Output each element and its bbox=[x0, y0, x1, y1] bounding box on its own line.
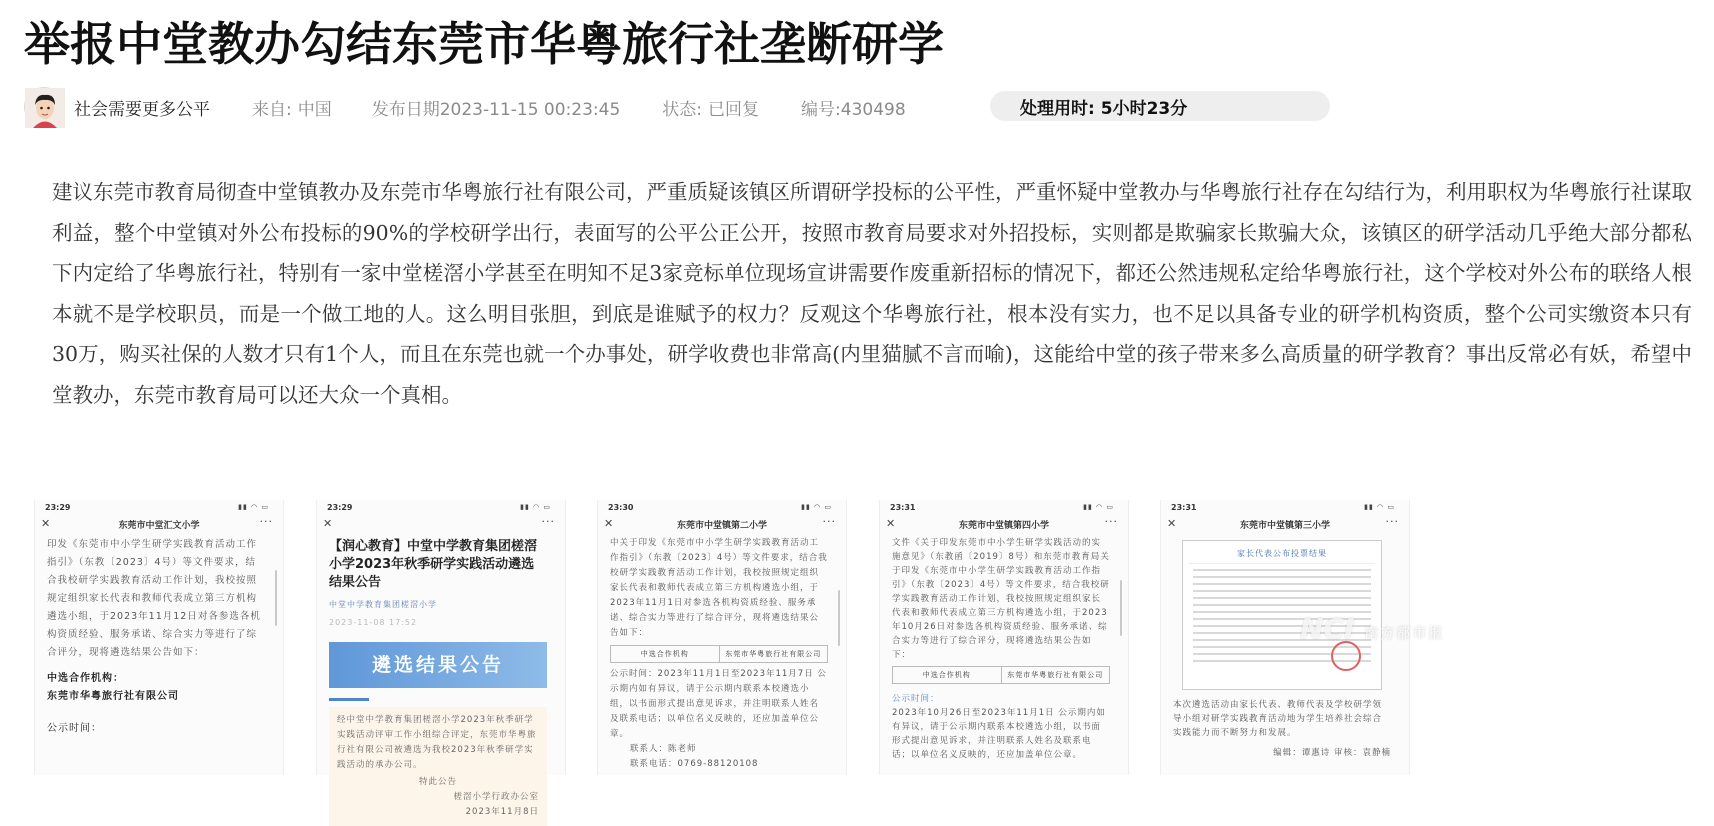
screenshot-title: 东莞市中堂镇第二小学 bbox=[676, 521, 767, 531]
table-cell: 中选合作机构 bbox=[611, 646, 720, 662]
meta-id bbox=[801, 95, 906, 120]
meta-status bbox=[662, 95, 759, 120]
more-icon: ··· bbox=[541, 515, 555, 528]
time-label: 处理用时: bbox=[1020, 98, 1095, 119]
status-bar-time: 23:29 bbox=[327, 503, 353, 512]
newspaper-watermark bbox=[1300, 612, 1444, 645]
screenshot-3[interactable] bbox=[597, 500, 847, 775]
more-icon: ··· bbox=[259, 515, 273, 528]
page-title: 举报中堂教办勾结东莞市华粤旅行社垄断研学 bbox=[24, 17, 944, 71]
notice-text: 文件《关于印发东莞市中小学生研学实践活动的实施意见》（东教函〔2019〕8号）和东莞市教育局关于印发《东莞市中小学生研学实践教育活动工作指引》（东教〔2023〕4号）等文件要求，结合我校研学实践教育活动工作计划，我校按照规定组织家长代表和教师代表成立第三方机构遴选小组，于2023年10月26日对参选各机构资质经验、服务承诺、综合实力等进行了综合评分，现将遴选结果公告如下： bbox=[892, 538, 1110, 660]
publicity-text: 公示时间：2023年11月1日至2023年11月7日 公示期内如有异议，请于公示期内联系本校遴选小组，以书面形式提出意见诉求，并注明联系人姓名及联系电话；以单位名义反映的，还应加盖单位公章。 bbox=[610, 669, 827, 739]
status-bar-time: 23:30 bbox=[608, 503, 634, 512]
article-title: 【润心教育】中堂中学教育集团槎滘小学2023年秋季研学实践活动遴选结果公告 bbox=[329, 539, 538, 590]
screenshot-4[interactable] bbox=[879, 500, 1129, 775]
status-bar-icons: ▮▮ ◠ ▭ bbox=[801, 503, 832, 511]
result-table bbox=[610, 645, 828, 663]
notice-text: 印发《东莞市中小学生研学实践教育活动工作指引》（东教〔2023〕4号）等文件要求，结合我校研学实践教育活动工作计划，我校按照规定组织家长代表和教师代表成立第三方机构遴选小组，于2023年11月12日对各参选各机构资质经验、服务承诺、综合实力等进行了综合评分，现将遴选结果公告如下： bbox=[47, 539, 261, 658]
publicity-time-label: 公示时间： bbox=[47, 723, 102, 734]
status-bar-icons: ▮▮ ◠ ▭ bbox=[520, 503, 551, 511]
screenshot-1[interactable] bbox=[34, 500, 284, 775]
author-name[interactable]: 社会需要更多公平 bbox=[74, 99, 210, 120]
screenshot-title: 东莞市中堂汇文小学 bbox=[118, 521, 200, 531]
contact-person: 联系人：陈老师 bbox=[630, 744, 697, 754]
date-label: 发布日期 bbox=[371, 99, 440, 120]
time-value: 5小时23分 bbox=[1100, 98, 1188, 119]
close-icon: ✕ bbox=[1167, 517, 1177, 530]
article-date: 2023-11-08 17:52 bbox=[329, 618, 418, 627]
notice-text: 经中堂中学教育集团槎滘小学2023年秋季研学实践活动评审工作小组综合评定，东莞市华粤旅行社有限公司被遴选为我校2023年秋季研学实践活动的承办公司。 bbox=[337, 715, 537, 770]
publicity-time-label: 公示时间： bbox=[892, 694, 940, 704]
notice-date: 2023年11月8日 bbox=[465, 807, 539, 817]
watermark-text: 南方都市报 bbox=[1364, 626, 1445, 642]
publicity-text: 2023年10月26日至2023年11月1日 公示期内如有异议，请于公示期内联系本校遴选小组，以书面形式提出意见诉求，并注明联系人姓名及联系电话；以单位名义反映的，还应加盖单位公章。 bbox=[892, 708, 1106, 760]
from-value: 中国 bbox=[297, 99, 332, 120]
status-value: 已回复 bbox=[708, 99, 760, 120]
screenshot-content bbox=[1173, 540, 1391, 760]
notice-org: 槎滘小学行政办公室 bbox=[453, 792, 539, 802]
notice-text: 本次遴选活动由家长代表、教师代表及学校研学领导小组对研学实践教育活动地为学生培养社会综合实践能力而不断努力和发展。 bbox=[1173, 700, 1383, 738]
avatar[interactable] bbox=[24, 87, 64, 127]
screenshot-content bbox=[329, 538, 547, 826]
more-icon: ··· bbox=[1104, 515, 1118, 528]
screenshot-title: 东莞市中堂镇第三小学 bbox=[1239, 521, 1330, 531]
editor-credit: 编辑：谭惠诗 审核：袁静楠 bbox=[1273, 748, 1391, 758]
result-table bbox=[892, 666, 1110, 684]
scrollbar bbox=[838, 590, 840, 646]
scrollbar bbox=[1120, 580, 1122, 636]
screenshot-content bbox=[892, 536, 1110, 762]
notice-sign: 特此公告 bbox=[418, 777, 457, 787]
meta-from bbox=[252, 95, 332, 120]
status-bar-icons: ▮▮ ◠ ▭ bbox=[1364, 503, 1395, 511]
document-header: 家长代表公布投票结果 bbox=[1189, 547, 1375, 564]
banner-rule bbox=[329, 698, 369, 701]
article-author: 中堂中学教育集团槎滘小学 bbox=[329, 600, 437, 609]
red-seal-icon bbox=[1331, 641, 1361, 671]
id-value: 430498 bbox=[840, 99, 906, 120]
status-label: 状态: bbox=[662, 99, 703, 120]
meta-date bbox=[372, 95, 621, 120]
screenshot-title: 东莞市中堂镇第四小学 bbox=[958, 521, 1049, 531]
post-body-text: 建议东莞市教育局彻查中堂镇教办及东莞市华粤旅行社有限公司，严重质疑该镇区所谓研学投标的公平性，严重怀疑中堂教办与华粤旅行社存在勾结行为，利用职权为华粤旅行社谋取利益，整个中堂镇对外公布投标的90%的学校研学出行，表面写的公平公正公开，按照市教育局要求对外招投标，实则都是欺骗家长欺骗大众，该镇区的研学活动几乎绝大部分都私下内定给了华粤旅行社，特别有一家中堂槎滘小学甚至在明知不足3家竞标单位现场宣讲需要作废重新招标的情况下，都还公然违规私定给华粤旅行社，这个学校对外公布的联络人根本就不是学校职员，而是一个做工地的人。这么明目张胆，到底是谁赋予的权力？反观这个华粤旅行社，根本没有实力，也不足以具备专业的研学机构资质，整个公司实缴资本只有30万，购买社保的人数才只有1个人，而且在东莞也就一个办事处，研学收费也非常高(内里猫腻不言而喻)，这能给中堂的孩子带来多么高质量的研学教育？事出反常必有妖，希望中堂教办，东莞市教育局可以还大众一个真相。 bbox=[52, 180, 1692, 407]
cartoon-avatar-icon bbox=[25, 88, 65, 128]
screenshot-content bbox=[610, 536, 828, 772]
close-icon: ✕ bbox=[323, 517, 333, 530]
from-label: 来自: bbox=[252, 99, 292, 120]
status-bar-time: 23:31 bbox=[1171, 503, 1197, 512]
scrollbar bbox=[275, 570, 277, 626]
notice-text: 中关于印发《东莞市中小学生研学实践教育活动工作指引》（东教〔2023〕4号）等文件要求，结合我校研学实践教育活动工作计划，我校按照规定组织家长代表和教师代表成立第三方机构遴选小组，于2023年11月1日对参选各机构资质经验、服务承诺、综合实力等进行了综合评分，现将遴选结果公告如下： bbox=[610, 538, 828, 638]
selected-org-label: 中选合作机构： bbox=[47, 673, 124, 684]
notice-banner: 遴选结果公告 bbox=[329, 642, 547, 688]
status-bar-icons: ▮▮ ◠ ▭ bbox=[238, 503, 269, 511]
table-cell: 东莞市华粤旅行社有限公司 bbox=[1007, 671, 1104, 679]
close-icon: ✕ bbox=[604, 517, 614, 530]
close-icon: ✕ bbox=[41, 517, 51, 530]
date-value: 2023-11-15 00:23:45 bbox=[439, 99, 621, 120]
contact-phone: 联系电话：0769-88120108 bbox=[630, 759, 759, 769]
close-icon: ✕ bbox=[886, 517, 896, 530]
id-label: 编号: bbox=[801, 99, 841, 120]
post-meta-row bbox=[24, 84, 1704, 130]
screenshot-content bbox=[47, 536, 265, 738]
status-bar-time: 23:31 bbox=[890, 503, 916, 512]
more-icon: ··· bbox=[1385, 515, 1399, 528]
more-icon: ··· bbox=[822, 515, 836, 528]
table-cell: 中选合作机构 bbox=[893, 667, 1002, 683]
watermark-logo: NCI bbox=[1300, 612, 1355, 645]
processing-time-badge bbox=[990, 91, 1330, 121]
status-bar-time: 23:29 bbox=[45, 503, 71, 512]
status-bar-icons: ▮▮ ◠ ▭ bbox=[1083, 503, 1114, 511]
screenshot-2[interactable] bbox=[316, 500, 566, 817]
notice-box bbox=[329, 707, 547, 826]
selected-org-value: 东莞市华粤旅行社有限公司 bbox=[47, 691, 179, 702]
table-cell: 东莞市华粤旅行社有限公司 bbox=[725, 650, 822, 658]
